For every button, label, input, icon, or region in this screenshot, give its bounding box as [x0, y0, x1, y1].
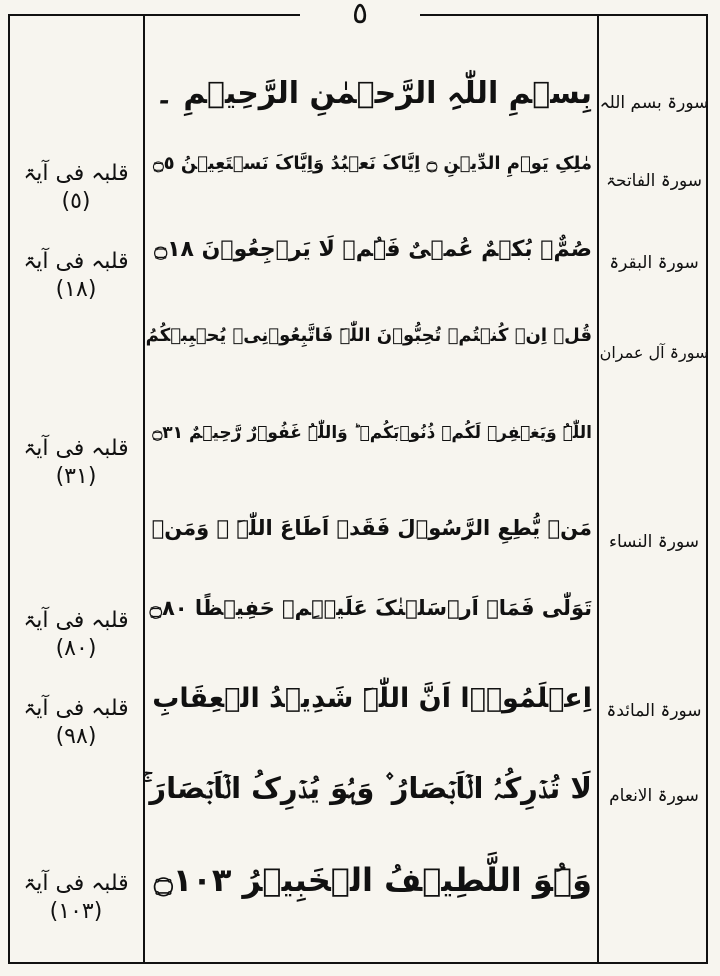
- margin-note-text: قلبہ فی آیۃ: [23, 871, 129, 896]
- verse-line: صُمٌّۢ بُکۡمٌ عُمۡیٌ فَہُمۡ لَا یَرۡجِعُوۡنَ ۝١٨: [154, 237, 592, 262]
- page-number: ٥: [300, 0, 420, 30]
- verse-line: لَا تُدۡرِکُہُ الۡاَبۡصَارُ ۫ وَہُوَ یُدۡرِکُ الۡاَبۡصَارَ ۚ: [142, 771, 592, 805]
- margin-note-number: (٨٠): [55, 636, 97, 661]
- surah-name: سورۃ الانعام: [609, 786, 699, 806]
- verse-line: مٰلِکِ یَوۡمِ الدِّیۡنِ ۝ اِیَّاکَ نَعۡبُدُ وَاِیَّاکَ نَسۡتَعِیۡنُ ۝٥: [153, 153, 592, 174]
- surah-name: سورۃ بسم اللہ: [599, 93, 709, 113]
- surah-name: سورۃ النساء: [609, 532, 699, 552]
- margin-note: [10, 435, 142, 491]
- margin-note: [10, 695, 142, 751]
- margin-note: [10, 607, 142, 663]
- surah-name: سورۃ البقرۃ: [609, 253, 699, 273]
- margin-note-number: (١٨): [55, 277, 97, 302]
- margin-note: [10, 160, 142, 216]
- verse-line: وَہُوَ اللَّطِیۡفُ الۡخَبِیۡرُ ۝١٠٣: [154, 861, 592, 899]
- margin-note-number: (٥): [61, 189, 91, 214]
- margin-note-text: قلبہ فی آیۃ: [23, 249, 129, 274]
- margin-note-text: قلبہ فی آیۃ: [23, 696, 129, 721]
- surah-name: سورۃ آل عمران: [599, 343, 709, 362]
- surah-name: سورۃ المائدۃ: [606, 701, 702, 721]
- margin-note-number: (٩٨): [55, 724, 97, 749]
- margin-note-text: قلبہ فی آیۃ: [23, 161, 129, 186]
- verse-line: اِعۡلَمُوۡۤا اَنَّ اللّٰہَ شَدِیۡدُ الۡعِقَابِ: [152, 683, 592, 714]
- margin-note: [10, 870, 142, 926]
- verse-line: تَوَلّٰی فَمَاۤ اَرۡسَلۡنٰکَ عَلَیۡہِمۡ حَفِیۡظًا ۝٨٠: [149, 596, 592, 620]
- verse-line: مَنۡ یُّطِعِ الرَّسُوۡلَ فَقَدۡ اَطَاعَ اللّٰہَ ۚ وَمَنۡ: [151, 516, 592, 540]
- right-column-divider: [597, 14, 599, 964]
- verse-line: اللّٰہُ وَیَغۡفِرۡ لَکُمۡ ذُنُوۡبَکُمۡ ؕ وَاللّٰہُ غَفُوۡرٌ رَّحِیۡمٌ ۝٣١: [152, 423, 592, 443]
- margin-note-number: (١٠٣): [49, 899, 103, 924]
- verse-line: بِسۡمِ اللّٰہِ الرَّحۡمٰنِ الرَّحِیۡمِ ۔: [155, 76, 592, 111]
- surah-name: سورۃ الفاتحۃ: [606, 171, 702, 191]
- margin-note-text: قلبہ فی آیۃ: [23, 436, 129, 461]
- margin-note-number: (٣١): [55, 464, 97, 489]
- verse-line: قُلۡ اِنۡ کُنۡتُمۡ تُحِبُّوۡنَ اللّٰہَ فَاتَّبِعُوۡنِیۡ یُحۡبِبۡکُمُ: [145, 325, 592, 346]
- margin-note-text: قلبہ فی آیۃ: [23, 608, 129, 633]
- margin-note: [10, 248, 142, 304]
